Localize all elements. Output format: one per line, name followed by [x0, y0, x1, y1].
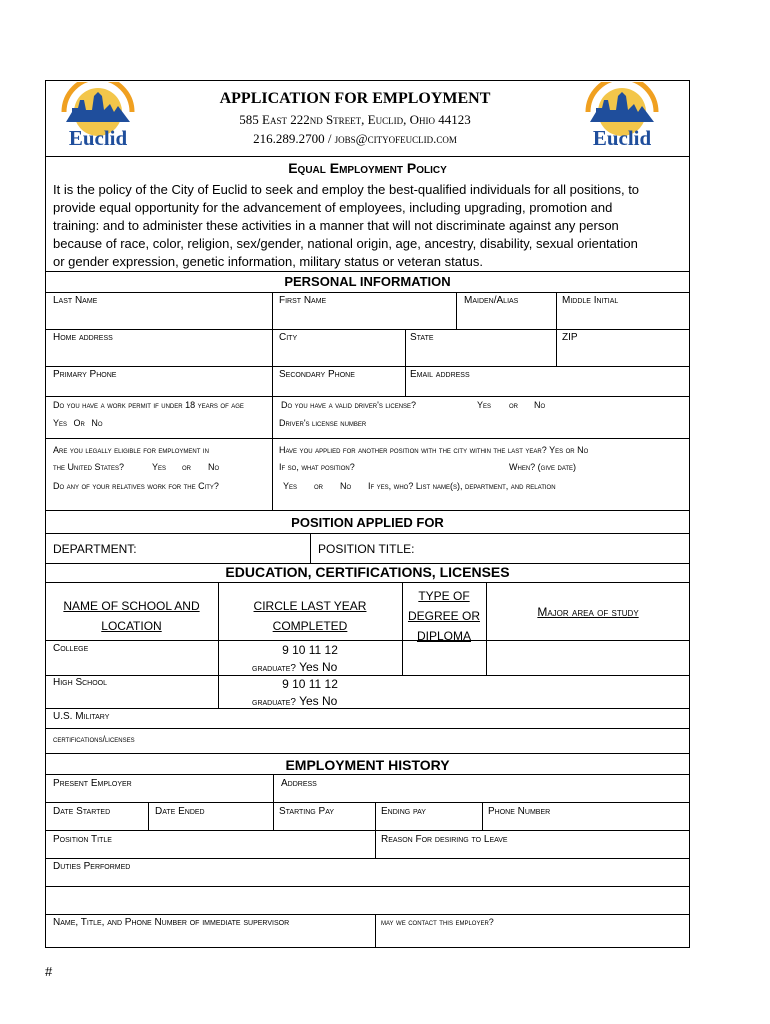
eligibility-or: or [182, 462, 191, 472]
graduate-label: graduate? [252, 663, 296, 674]
starting-pay-field[interactable]: Starting Pay [279, 806, 335, 817]
work-permit-question: Do you have a work permit if under 18 years of age [53, 400, 244, 410]
col-type-line3: DIPLOMA [416, 629, 471, 643]
primary-phone-field[interactable]: Primary Phone [53, 369, 117, 380]
first-name-field[interactable]: First Name [279, 295, 327, 306]
state-field[interactable]: State [410, 332, 434, 343]
drivers-license-yes[interactable]: Yes [477, 400, 492, 410]
eligibility-yes[interactable]: Yes [152, 462, 167, 472]
personal-info-heading: PERSONAL INFORMATION [284, 274, 451, 289]
relatives-who-field[interactable]: If yes, who? List name(s), department, and relation [368, 481, 556, 491]
work-permit-yes-no[interactable]: Yes Or No [53, 418, 103, 428]
col-year-line2: COMPLETED [272, 619, 348, 633]
may-contact-field[interactable]: may we contact this employer? [381, 917, 494, 927]
policy-line: It is the policy of the City of Euclid to seek and employ the best-qualified individuals for all positions, to [53, 182, 640, 197]
relatives-or: or [314, 481, 323, 491]
eligibility-no[interactable]: No [208, 462, 220, 472]
high-school-graduate-yes-no[interactable]: Yes No [299, 694, 338, 708]
high-school-graduate [252, 694, 337, 708]
college-graduate [252, 660, 337, 674]
col-school-header [45, 596, 218, 636]
page-title: APPLICATION FOR EMPLOYMENT [219, 90, 491, 107]
contact-text[interactable]: 216.289.2700 / jobs@cityofeuclid.com [253, 131, 457, 146]
col-year-header [218, 596, 402, 636]
graduate-label: graduate? [252, 697, 296, 708]
drivers-license-question: Do you have a valid driver's license? [281, 400, 417, 410]
position-title-history-field[interactable]: Position Title [53, 834, 112, 845]
reason-leave-field[interactable]: Reason For desiring to Leave [381, 834, 508, 845]
col-school-line2: LOCATION [101, 619, 162, 633]
city-field[interactable]: City [279, 332, 298, 343]
present-employer-field[interactable]: Present Employer [53, 778, 132, 789]
employer-address-field[interactable]: Address [281, 778, 317, 789]
position-heading: POSITION APPLIED FOR [291, 515, 444, 530]
col-major-header: Major area of study [537, 605, 639, 619]
employment-heading: EMPLOYMENT HISTORY [285, 757, 450, 773]
military-row-label: U.S. Military [53, 711, 110, 722]
high-school-row-label: High School [53, 677, 108, 688]
phone-number-field[interactable]: Phone Number [488, 806, 551, 817]
policy-line: or gender expression, genetic information, military status or veteran status. [53, 254, 483, 269]
maiden-alias-field[interactable]: Maiden/Alias [464, 295, 519, 306]
col-type-line2: DEGREE OR [407, 609, 480, 623]
college-graduate-yes-no[interactable]: Yes No [299, 660, 338, 674]
if-so-position-field[interactable]: If so, what position? [279, 462, 355, 472]
date-started-field[interactable]: Date Started [53, 806, 111, 817]
col-school-line1: NAME OF SCHOOL AND [63, 599, 200, 613]
last-name-field[interactable]: Last Name [53, 295, 98, 306]
policy-line: training: and to administer these activities in a manner that will not discriminate against any person [53, 218, 619, 233]
applied-before-question[interactable]: Have you applied for another position with the city within the last year? Yes or No [279, 445, 589, 455]
date-ended-field[interactable]: Date Ended [155, 806, 205, 817]
logo-text: Euclid [592, 126, 652, 150]
eligibility-question: Are you legally eligible for employment in [53, 445, 209, 455]
col-year-line1: CIRCLE LAST YEAR [253, 599, 367, 613]
policy-line: provide equal opportunity for the advancement of employees, including upgrading, promotion and [53, 200, 613, 215]
city-address: 585 East 222nd Street, Euclid, Ohio 44123 [239, 112, 471, 127]
eligibility-question-cont: the United States? [53, 462, 124, 472]
footer-hash: # [45, 964, 53, 979]
relatives-yes[interactable]: Yes [283, 481, 298, 491]
certifications-row-label: certifications/licenses [53, 734, 135, 744]
policy-line: because of race, color, religion, sex/gender, national origin, age, ancestry, disability, sexual orientation [53, 236, 638, 251]
drivers-license-number-field[interactable]: Driver's license number [279, 418, 367, 428]
email-field[interactable]: Email address [410, 369, 470, 380]
college-years[interactable]: 9 10 11 12 [282, 643, 338, 657]
middle-initial-field[interactable]: Middle Initial [562, 295, 619, 306]
ending-pay-field[interactable]: Ending pay [381, 806, 426, 817]
education-heading: EDUCATION, CERTIFICATIONS, LICENSES [225, 564, 510, 580]
drivers-license-or: or [509, 400, 518, 410]
when-date-field[interactable]: When? (give date) [509, 462, 577, 472]
duties-performed-field[interactable]: Duties Performed [53, 861, 131, 872]
home-address-field[interactable]: Home address [53, 332, 113, 343]
college-row-label: College [53, 643, 89, 654]
high-school-years[interactable]: 9 10 11 12 [282, 677, 338, 691]
col-type-header [402, 586, 486, 646]
relatives-no[interactable]: No [340, 481, 352, 491]
policy-text [53, 181, 683, 271]
drivers-license-no[interactable]: No [534, 400, 546, 410]
department-field[interactable]: DEPARTMENT: [53, 542, 137, 556]
supervisor-field[interactable]: Name, Title, and Phone Number of immediate supervisor [53, 917, 290, 928]
relatives-question: Do any of your relatives work for the City? [53, 481, 219, 491]
policy-title: Equal Employment Policy [288, 160, 447, 176]
secondary-phone-field[interactable]: Secondary Phone [279, 369, 355, 380]
logo-text: Euclid [68, 126, 128, 150]
col-type-line1: TYPE OF [418, 589, 470, 603]
zip-field[interactable]: ZIP [562, 332, 578, 343]
position-title-field[interactable]: POSITION TITLE: [318, 542, 415, 556]
